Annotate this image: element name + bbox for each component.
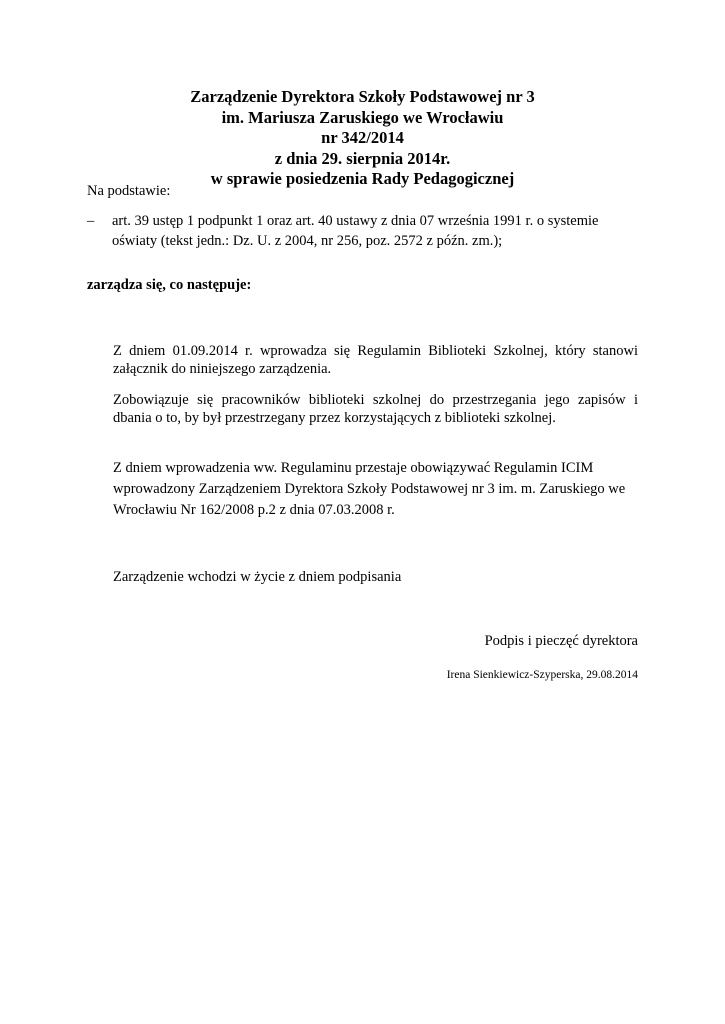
title-line-3: nr 342/2014 [321,128,404,147]
paragraph-3 [113,458,638,521]
paragraph-2-line-1: Zobowiązuje się pracowników biblioteki szkolnej do przestrzegania jego zapisów i [113,392,638,408]
paragraph-1 [113,342,638,378]
paragraph-3-line-3: Wrocławiu Nr 162/2008 p.2 z dnia 07.03.2008 r. [113,502,395,518]
legal-basis-item [87,211,647,251]
title-line-5: w sprawie posiedzenia Rady Pedagogicznej [210,169,515,188]
legal-basis-line-1: art. 39 ustęp 1 podpunkt 1 oraz art. 40 ustawy z dnia 07 września 1991 r. o systemie [112,213,599,229]
paragraph-2-line-2: dbania o to, by był przestrzegany przez korzystających z biblioteki szkolnej. [113,410,556,426]
title-line-1: Zarządzenie Dyrektora Szkoły Podstawowej nr 3 [190,87,535,106]
legal-basis-text [112,211,647,251]
list-dash: – [87,213,95,229]
legal-basis-label: Na podstawie: [87,183,171,199]
title-line-4: z dnia 29. sierpnia 2014r. [274,148,451,168]
paragraph-1-line-1: Z dniem 01.09.2014 r. wprowadza się Regulamin Biblioteki Szkolnej, który stanowi [113,343,638,359]
paragraph-3-line-2: wprowadzony Zarządzeniem Dyrektora Szkoły Podstawowej nr 3 im. m. Zaruskiego we [113,481,626,497]
document-title [0,87,725,190]
legal-basis-line-2: oświaty (tekst jedn.: Dz. U. z 2004, nr 256, poz. 2572 z późn. zm.); [112,233,503,249]
paragraph-3-line-1: Z dniem wprowadzenia ww. Regulaminu przestaje obowiązywać Regulamin ICIM [113,460,594,476]
title-line-2: im. Mariusza Zaruskiego we Wrocławiu [221,107,504,127]
signer-name-date: Irena Sienkiewicz-Szyperska, 29.08.2014 [446,669,638,681]
paragraph-2 [113,391,638,427]
paragraph-4-line-1: Zarządzenie wchodzi w życie z dniem podpisania [113,569,402,585]
decree-statement: zarządza się, co następuje: [87,277,252,293]
signature-label: Podpis i pieczęć dyrektora [484,633,638,649]
paragraph-4 [113,568,638,586]
paragraph-1-line-2: załącznik do niniejszego zarządzenia. [113,361,332,377]
